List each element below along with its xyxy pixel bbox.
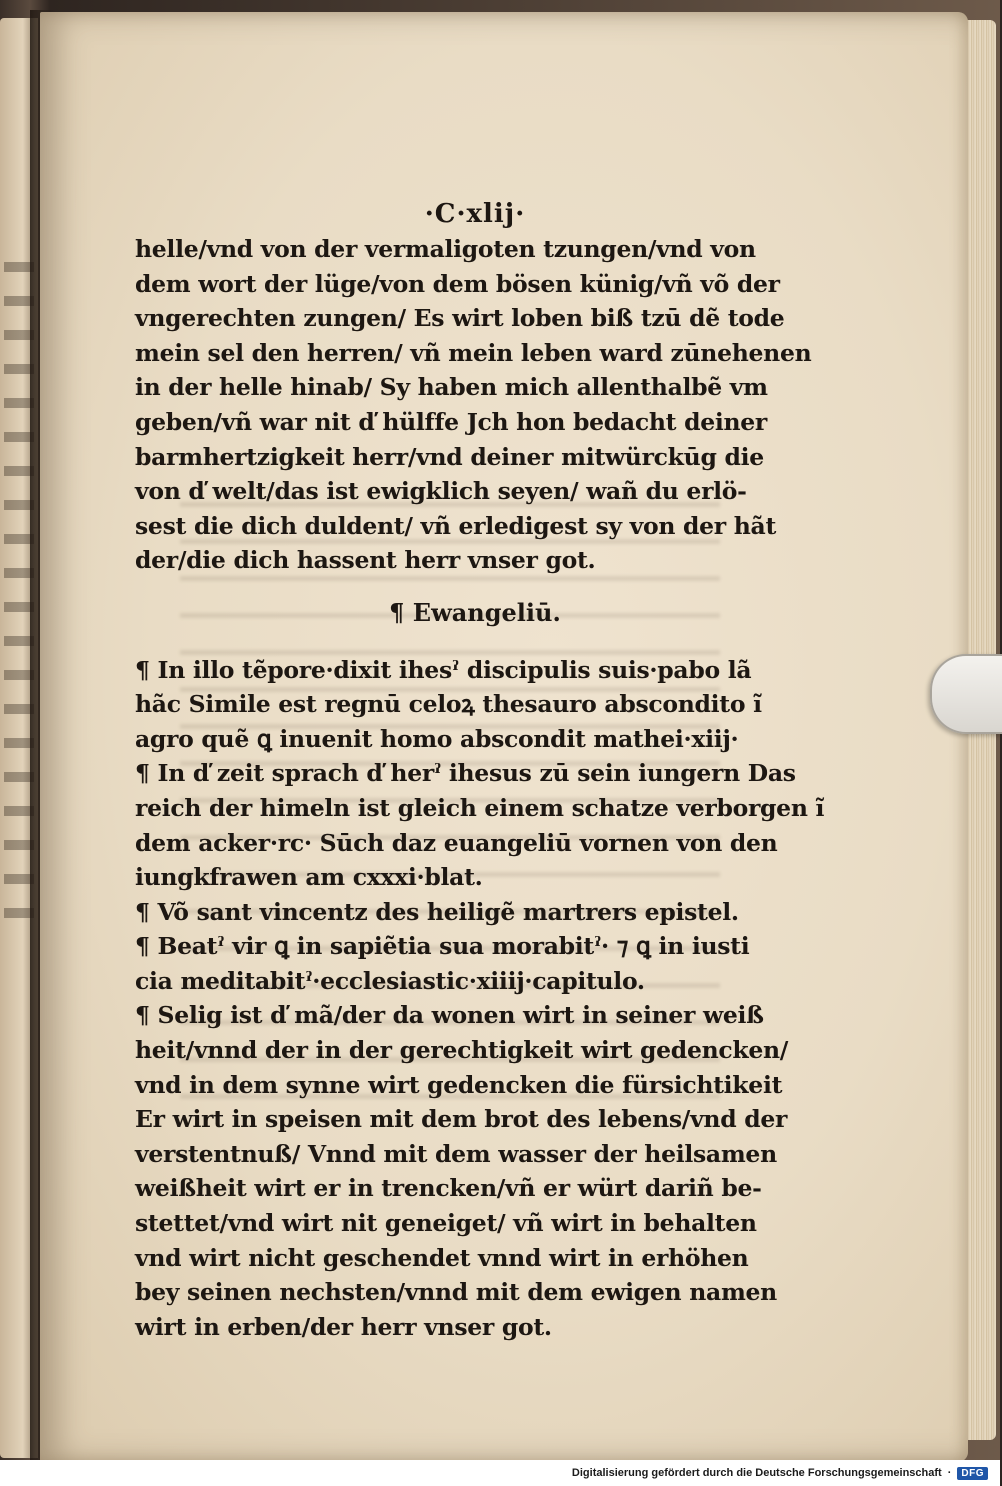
text-line: helle/vnd von der vermaligoten tzungen/vnd von [135, 235, 756, 263]
text-line: ¶ In illo tẽpore·dixit ihesˀ discipulis suis·pabo lã [135, 655, 752, 684]
text-line: ¶ Beatˀ vir ꝗ in sapiẽtia sua morabitˀ· ⁊ ꝗ in iusti [135, 932, 750, 961]
funding-footer: Digitalisierung gefördert durch die Deutsche Forschungsgemeinschaft · DFG [568, 1464, 992, 1482]
text-line: ¶ Võ sant vincentz des heiligẽ martrers epistel. [135, 897, 739, 926]
text-line: cia meditabitˀ·ecclesiastic·xiiij·capitulo. [135, 966, 645, 995]
dfg-logo: DFG [957, 1467, 988, 1480]
text-line: vngerechten zungen/ Es wirt loben biß tzū dẽ tode [135, 304, 785, 333]
text-line: agro quẽ ꝗ inuenit homo abscondit mathei·xiij· [135, 724, 739, 753]
text-line: ¶ Selig ist ď mã/der da wonen wirt in seiner weiß [135, 1001, 764, 1030]
text-line: dem acker·rc· Sūch daz euangeliū vornen von den [135, 828, 778, 857]
text-line: ¶ In ď zeit sprach ď herˀ ihesus zū sein iungern Das [135, 759, 796, 788]
text-line: heit/vnnd der in der gerechtigkeit wirt gedencken/ [135, 1036, 789, 1065]
text-line: hãc Simile est regnū celoꝝ thesauro abscondito ĩ [135, 690, 762, 719]
text-line: vnd wirt nicht geschendet vnnd wirt in erhöhen [135, 1243, 749, 1272]
text-line: weißheit wirt er in trencken/vñ er würt dariñ be- [135, 1174, 762, 1203]
text-line: vnd in dem synne wirt gedencken die fürsichtikeit [135, 1070, 783, 1099]
text-line: dem wort der lüge/von dem bösen künig/vñ võ der [135, 269, 780, 298]
text-line: von ď welt/das ist ewigklich seyen/ wañ du erlö- [135, 477, 747, 506]
text-line: iungkfrawen am cxxxi·blat. [135, 863, 483, 892]
text-line: bey seinen nechsten/vnnd mit dem ewigen namen [135, 1278, 777, 1307]
text-line: barmhertzigkeit herr/vnd deiner mitwürckūg die [135, 442, 764, 471]
funding-credit-text: Digitalisierung gefördert durch die Deutsche Forschungsgemeinschaft [571, 1467, 942, 1479]
section-heading: ¶ Ewangeliū. [389, 597, 561, 627]
text-line: stettet/vnd wirt nit geneiget/ vñ wirt in behalten [135, 1209, 757, 1238]
text-line: in der helle hinab/ Sy haben mich allenthalbẽ vm [135, 373, 768, 402]
text-line: mein sel den herren/ vñ mein leben ward zūnehenen [135, 338, 812, 367]
text-line: der/die dich hassent herr vnser got. [135, 546, 596, 575]
text-line: verstentnuß/ Vnnd mit dem wasser der heilsamen [135, 1139, 777, 1168]
text-line: wirt in erben/der herr vnser got. [135, 1312, 552, 1341]
folio-number: ·C·xlij· [424, 199, 526, 229]
text-line: Er wirt in speisen mit dem brot des lebens/vnd der [135, 1105, 788, 1134]
page-text-block [135, 196, 825, 1344]
text-line: reich der himeln ist gleich einem schatze verborgen ĩ [135, 793, 825, 822]
page-clip-tab [930, 654, 1002, 734]
text-line: geben/vñ war nit ď hülffe Jch hon bedacht deiner [135, 407, 768, 436]
text-line: sest die dich duldent/ vñ erledigest sy von der hãt [135, 511, 777, 540]
